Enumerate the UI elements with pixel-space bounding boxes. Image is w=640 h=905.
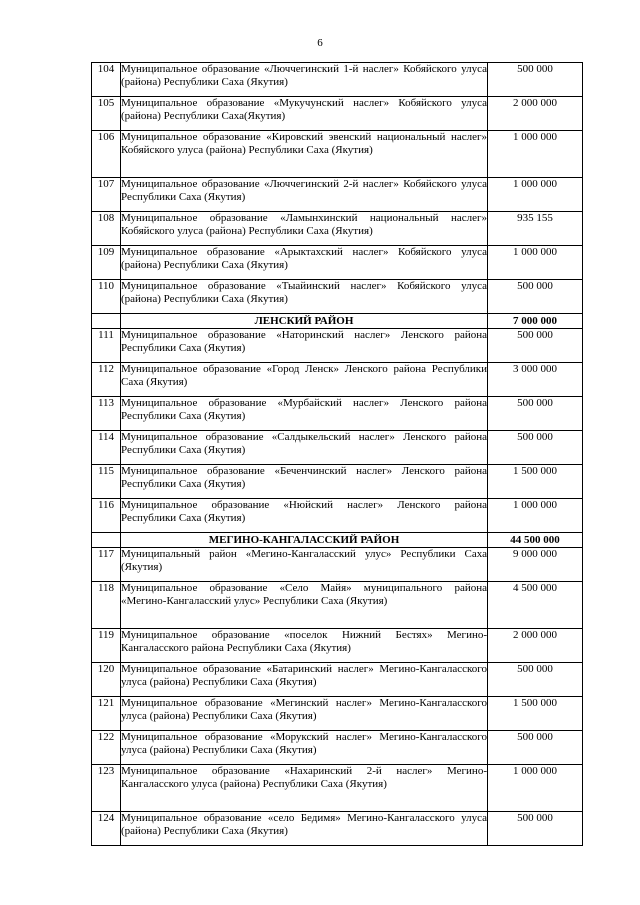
amount: 1 500 000 (488, 465, 583, 499)
table-row (92, 582, 583, 629)
amount: 2 000 000 (488, 629, 583, 663)
amount: 3 000 000 (488, 363, 583, 397)
row-number: 119 (92, 629, 121, 663)
amount: 1 000 000 (488, 178, 583, 212)
table-row (92, 629, 583, 663)
row-number: 106 (92, 131, 121, 178)
row-number: 123 (92, 765, 121, 812)
amount: 500 000 (488, 663, 583, 697)
municipality-name: Муниципальное образование «Кировский эвенский национальный наслег» Кобяйского улуса (района) Республики Саха (Якутия) (121, 131, 488, 178)
table-row (92, 465, 583, 499)
row-number: 108 (92, 212, 121, 246)
amount: 1 000 000 (488, 765, 583, 812)
amount: 9 000 000 (488, 548, 583, 582)
amount: 500 000 (488, 731, 583, 765)
municipality-name: Муниципальное образование «Нахаринский 2-й наслег» Мегино-Кангаласского улуса (района) Республики Саха (Якутия) (121, 765, 488, 812)
table-row (92, 397, 583, 431)
row-number: 114 (92, 431, 121, 465)
municipality-name: Муниципальное образование «Нюйский наслег» Ленского района Республики Саха (Якутия) (121, 499, 488, 533)
municipality-name: Муниципальное образование «Город Ленск» Ленского района Республики Саха (Якутия) (121, 363, 488, 397)
row-number: 121 (92, 697, 121, 731)
row-number: 113 (92, 397, 121, 431)
row-number: 124 (92, 812, 121, 846)
municipality-name: Муниципальное образование «Ламынхинский национальный наслег» Кобяйского улуса (района) Республики Саха (Якутия) (121, 212, 488, 246)
table-row (92, 812, 583, 846)
table-row (92, 329, 583, 363)
amount: 1 500 000 (488, 697, 583, 731)
row-number: 104 (92, 63, 121, 97)
row-number: 105 (92, 97, 121, 131)
row-number: 117 (92, 548, 121, 582)
amount: 500 000 (488, 812, 583, 846)
row-number: 110 (92, 280, 121, 314)
amount: 935 155 (488, 212, 583, 246)
section-row (92, 314, 583, 329)
municipality-name: Муниципальное образование «Салдыкельский наслег» Ленского района Республики Саха (Якутия) (121, 431, 488, 465)
municipality-name: Муниципальное образование «Люччегинский 2-й наслег» Кобяйского улуса Республики Саха (Якутия) (121, 178, 488, 212)
amount: 1 000 000 (488, 131, 583, 178)
table-row (92, 280, 583, 314)
table-row (92, 246, 583, 280)
row-number: 115 (92, 465, 121, 499)
amount: 500 000 (488, 329, 583, 363)
table-row (92, 697, 583, 731)
section-title: ЛЕНСКИЙ РАЙОН (121, 314, 488, 329)
section-total: 44 500 000 (488, 533, 583, 548)
row-number: 118 (92, 582, 121, 629)
table-row (92, 548, 583, 582)
amount: 4 500 000 (488, 582, 583, 629)
amount: 500 000 (488, 431, 583, 465)
municipality-name: Муниципальное образование «Люччегинский 1-й наслег» Кобяйского улуса (района) Республики Саха (Якутия) (121, 63, 488, 97)
allocation-table (91, 62, 583, 846)
municipality-name: Муниципальное образование «село Бедимя» Мегино-Кангаласского улуса (района) Республики Саха (Якутия) (121, 812, 488, 846)
table-row (92, 731, 583, 765)
municipality-name: Муниципальное образование «Тыайинский наслег» Кобяйского улуса (района) Республики Саха (Якутия) (121, 280, 488, 314)
municipality-name: Муниципальный район «Мегино-Кангаласский улус» Республики Саха (Якутия) (121, 548, 488, 582)
table-row (92, 663, 583, 697)
municipality-name: Муниципальное образование «Морукский наслег» Мегино-Кангаласского улуса (района) Республики Саха (Якутия) (121, 731, 488, 765)
amount: 500 000 (488, 397, 583, 431)
section-row (92, 533, 583, 548)
row-number: 120 (92, 663, 121, 697)
section-total: 7 000 000 (488, 314, 583, 329)
page-number: 6 (317, 37, 323, 49)
amount: 2 000 000 (488, 97, 583, 131)
row-number: 112 (92, 363, 121, 397)
row-number (92, 314, 121, 329)
table-row (92, 178, 583, 212)
table-row (92, 63, 583, 97)
table-row (92, 499, 583, 533)
municipality-name: Муниципальное образование «Мурбайский наслег» Ленского района Республики Саха (Якутия) (121, 397, 488, 431)
municipality-name: Муниципальное образование «Батаринский наслег» Мегино-Кангаласского улуса (района) Республики Саха (Якутия) (121, 663, 488, 697)
row-number: 116 (92, 499, 121, 533)
row-number (92, 533, 121, 548)
municipality-name: Муниципальное образование «Мегинский наслег» Мегино-Кангаласского улуса (района) Республики Саха (Якутия) (121, 697, 488, 731)
row-number: 111 (92, 329, 121, 363)
row-number: 107 (92, 178, 121, 212)
municipality-name: Муниципальное образование «Арыктахский наслег» Кобяйского улуса (района) Республики Саха (Якутия) (121, 246, 488, 280)
amount: 1 000 000 (488, 499, 583, 533)
table-row (92, 212, 583, 246)
municipality-name: Муниципальное образование «Мукучунский наслег» Кобяйского улуса (района) Республики Саха(Якутия) (121, 97, 488, 131)
row-number: 109 (92, 246, 121, 280)
table-row (92, 431, 583, 465)
table-body (92, 63, 583, 846)
table-row (92, 97, 583, 131)
municipality-name: Муниципальное образование «поселок Нижний Бестях» Мегино-Кангаласского района Республики Саха (Якутия) (121, 629, 488, 663)
table-row (92, 131, 583, 178)
municipality-name: Муниципальное образование «Село Майя» муниципального района «Мегино-Кангаласский улус» Республики Саха (Якутия) (121, 582, 488, 629)
section-title: МЕГИНО-КАНГАЛАССКИЙ РАЙОН (121, 533, 488, 548)
municipality-name: Муниципальное образование «Беченчинский наслег» Ленского района Республики Саха (Якутия) (121, 465, 488, 499)
row-number: 122 (92, 731, 121, 765)
municipality-name: Муниципальное образование «Наторинский наслег» Ленского района Республики Саха (Якутия) (121, 329, 488, 363)
amount: 1 000 000 (488, 246, 583, 280)
table-row (92, 765, 583, 812)
table-row (92, 363, 583, 397)
amount: 500 000 (488, 63, 583, 97)
amount: 500 000 (488, 280, 583, 314)
